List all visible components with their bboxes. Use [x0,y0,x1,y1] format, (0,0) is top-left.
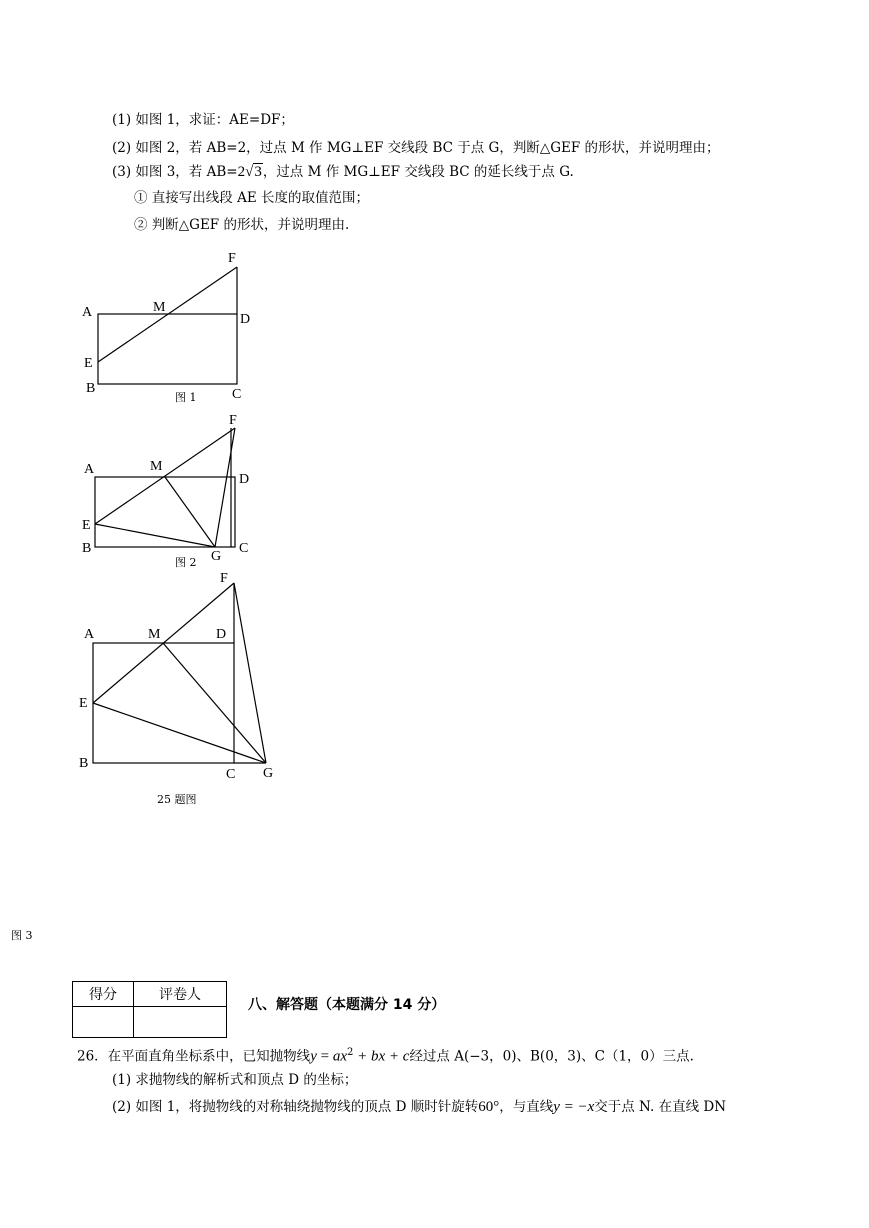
fig3-segment-FG [234,583,266,763]
q26-angle: 60° [478,1099,500,1115]
fig3-label-G: G [263,766,274,781]
q26-part2-pre: (2) 如图 1，将抛物线的对称轴绕抛物线的顶点 D 顺时针旋转 [112,1099,479,1115]
fig2-segment-MG [165,477,215,547]
fig3-label-M: M [148,627,161,642]
q26-eq-sup: 2 [347,1047,354,1058]
q25-part3-pre: (3) 如图 3，若 AB= [112,164,238,180]
q25-part3-2: ② 判断△GEF 的形状，并说明理由. [134,217,350,233]
q26-intro-pre: 26．在平面直角坐标系中，已知抛物线 [77,1048,311,1065]
fig2-label-D: D [239,472,250,487]
fig3-label-D: D [216,627,227,642]
fig2-label-G: G [211,549,222,564]
fig3-label-B: B [79,756,89,771]
fig2-label-B: B [82,541,92,556]
q26-intro-post: 经过点 A(−3，0)、B(0，3)、C（1，0）三点. [409,1048,694,1065]
score-table [72,981,227,1038]
fig1-label-F: F [228,251,236,266]
stray-fig3-label: 图 3 [11,929,33,942]
grader-header: 评卷人 [134,982,227,1007]
q26-eq-equals: = [316,1048,333,1065]
grader-cell[interactable] [134,1007,227,1038]
fig3-label-F: F [220,571,228,586]
fig1-rectangle [98,314,237,384]
fig1-caption: 图 1 [175,391,197,404]
q25-part3-post: ，过点 M 作 MG⊥EF 交线段 BC 的延长线于点 G. [262,164,574,180]
q26-eq-y: y [310,1048,317,1065]
q25-radicand: 3 [254,164,262,180]
q26-intro [77,1044,694,1066]
fig3-label-C: C [226,767,236,782]
q26-part2-post: 交于点 N. 在直线 DN [594,1099,727,1115]
q26-part1: (1) 求抛物线的解析式和顶点 D 的坐标； [112,1072,358,1088]
fig2-segment-EG [95,524,215,547]
q26-eq-rest: + bx + c [353,1048,410,1065]
q25-coef: 2 [237,164,246,180]
fig2-label-A: A [84,462,95,477]
fig2-segment-GF [215,428,235,547]
fig2-label-F: F [229,413,237,428]
q25-part3-1: ① 直接写出线段 AE 长度的取值范围； [134,190,369,206]
fig3-label-E: E [79,696,88,711]
fig2-segment-EF [95,428,235,524]
q25-part1: (1) 如图 1，求证：AE=DF； [112,112,294,128]
fig1-label-C: C [232,387,242,402]
score-header: 得分 [73,982,134,1007]
q26-line-eq: y = −x [553,1099,595,1115]
fig1-label-D: D [240,312,251,327]
q26-eq-a: ax [332,1048,347,1065]
fig1-label-A: A [82,305,93,320]
fig2-caption: 图 2 [175,556,197,569]
fig2-label-C: C [239,541,249,556]
q26-part2 [112,1098,726,1116]
fig3-caption: 25 题图 [157,793,197,806]
fig1-label-B: B [86,381,96,396]
fig2-label-M: M [150,459,163,474]
score-cell[interactable] [73,1007,134,1038]
fig2-label-E: E [82,518,91,533]
fig1-label-E: E [84,356,93,371]
q25-part2: (2) 如图 2，若 AB=2，过点 M 作 MG⊥EF 交线段 BC 于点 G，判断△GEF 的形状，并说明理由； [112,140,720,156]
fig2-rectangle [95,477,235,547]
fig1-label-M: M [153,300,166,315]
q26-part2-mid: ，与直线 [499,1099,554,1115]
section-title: 八、解答题（本题满分 14 分） [248,997,446,1013]
fig3-label-A: A [84,627,95,642]
q25-part3: (3) 如图 3，若 AB=2√3，过点 M 作 MG⊥EF 交线段 BC 的延长线于点 G. [112,164,574,180]
